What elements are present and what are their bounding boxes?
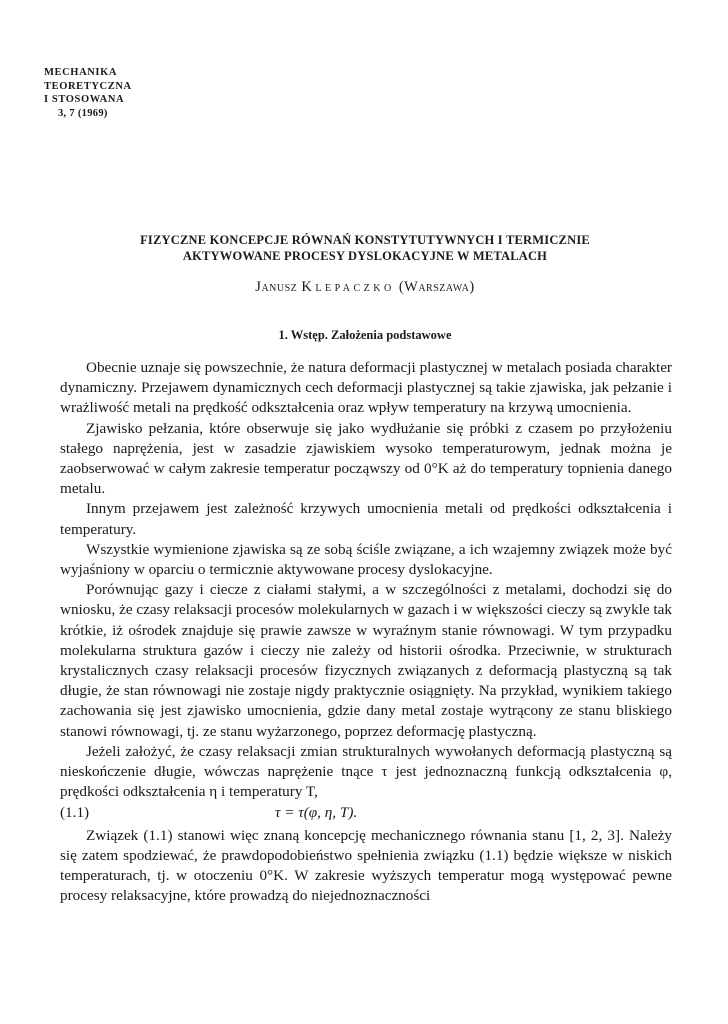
equation-number: (1.1) <box>60 804 90 822</box>
paragraph: Związek (1.1) stanowi więc znaną koncepcję mechanicznego równania stanu [1, 2, 3]. Należy się zatem spodziewać, że prawdopodobieństwo spełnienia związku (1.1) będzie większe w niskich temperaturach, tj. w otoczeniu 0°K. W zakresie wyższych temperatur mogą występować pewne procesy relaksacyjne, które prowadzą do niejednoznaczności <box>60 826 672 905</box>
equation-formula: τ = τ(φ, η, T). <box>275 804 358 822</box>
paragraph: Obecnie uznaje się powszechnie, że natura deformacji plastycznej w metalach posiada charakter dynamiczny. Przejawem dynamicznych cech deformacji plastycznej są takie zjawiska, jak pełzanie i wrażliwość metali na prędkość odkształcenia oraz wpływ temperatury na krzywą umocnienia. <box>60 359 672 417</box>
paper-title <box>60 232 670 264</box>
section-heading: 1. Wstęp. Założenia podstawowe <box>278 328 452 342</box>
author-line <box>60 279 670 296</box>
paragraph: Innym przejawem jest zależność krzywych umocnienia metali od prędkości odkształcenia i temperatury. <box>60 500 672 538</box>
paper-title-line-2: AKTYWOWANE PROCESY DYSLOKACYJNE W METALACH <box>182 249 548 263</box>
journal-name-line-2: TEORETYCZNA <box>44 80 132 92</box>
author-affiliation: (Warszawa) <box>398 279 475 295</box>
author-first-name: Janusz <box>255 279 298 295</box>
body-text <box>60 358 672 906</box>
journal-name-line-3: I STOSOWANA <box>44 94 125 105</box>
author-last-name: Klepaczko <box>301 279 395 295</box>
journal-issue: 3, 7 (1969) <box>58 107 108 119</box>
paragraph: Porównując gazy i ciecze z ciałami stałymi, a w szczególności z metalami, dochodzi się do wniosku, że czasy relaksacji procesów molekularnych w gazach i w większości cieczy są zwykle tak krótkie, iż ośrodek znajduje się prawie zawsze w wyraźnym stanie równowagi. W tym przypadku molekularna struktura gazów i cieczy nie zależy od historii ośrodka. Przeciwnie, w strukturach krystalicznych czasy relaksacji procesów fizycznych związanych z deformacją plastyczną są tak długie, że stan równowagi nie zostaje nigdy praktycznie osiągnięty. Na przykład, wynikiem takiego zachowania się jest zjawisko umocnienia, gdzie dany metal zostaje wytrącony ze stanu bliskiego stanowi równowagi, tj. ze stanu wyżarzonego, poprzez deformację plastyczną. <box>60 581 672 740</box>
paragraph: Zjawisko pełzania, które obserwuje się jako wydłużanie się próbki z czasem po przyłożeniu stałego naprężenia, jest w zasadzie zjawiskiem wysoko temperaturowym, jednak można je zaobserwować w całym zakresie temperatur począwszy od 0°K aż do temperatury topnienia danego metalu. <box>60 419 672 498</box>
paragraph: Jeżeli założyć, że czasy relaksacji zmian strukturalnych wywołanych deformacją plastyczną są nieskończenie długie, wówczas naprężenie tnące τ jest jednoznaczną funkcją odkształcenia φ, prędkości odkształcenia η i temperatury T, <box>60 742 672 801</box>
journal-name-line-1: MECHANIKA <box>44 67 118 78</box>
paragraph: Wszystkie wymienione zjawiska są ze sobą ściśle związane, a ich wzajemny związek może być wyjaśniony w oparciu o termicznie aktywowane procesy dyslokacyjne. <box>60 540 672 579</box>
paper-title-line-1: FIZYCZNE KONCEPCJE RÓWNAŃ KONSTYTUTYWNYCH I TERMICZNIE <box>140 233 590 247</box>
equation <box>60 803 672 823</box>
journal-header <box>44 66 132 120</box>
